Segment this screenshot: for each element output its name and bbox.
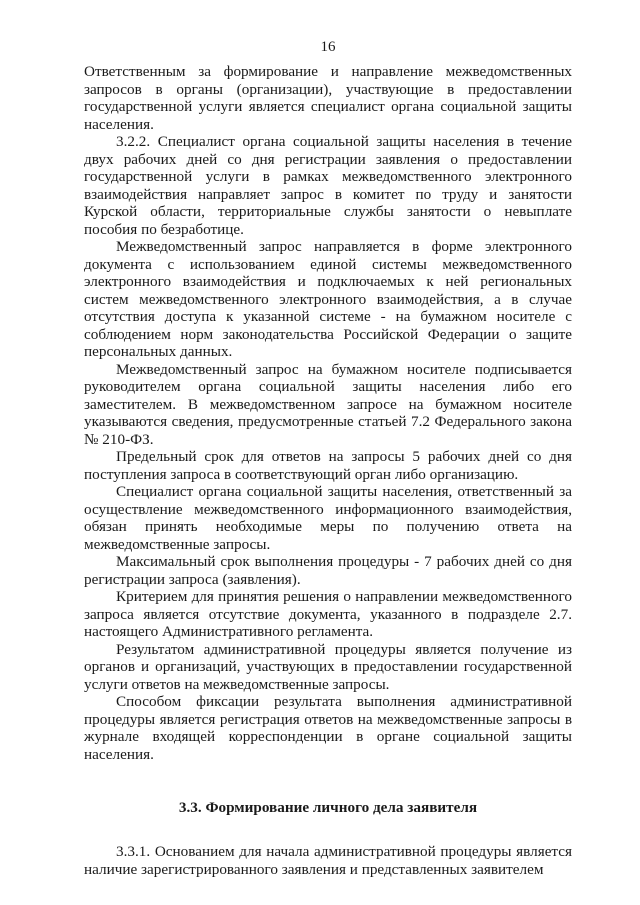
paragraph-3-3-1: 3.3.1. Основанием для начала административной процедуры является наличие зарегистрированного заявления и представленных заявителем: [84, 843, 572, 878]
paragraph-specialist: Специалист органа социальной защиты населения, ответственный за осуществление межведомственного информационного взаимодействия, обязан принять необходимые меры по получению ответа на межведомственные запросы.: [84, 483, 572, 553]
paragraph-responsible: Ответственным за формирование и направление межведомственных запросов в органы (организации), участвующие в предоставлении государственной услуги является специалист органа социальной защиты населения.: [84, 63, 572, 133]
paragraph-3-2-2: 3.2.2. Специалист органа социальной защиты населения в течение двух рабочих дней со дня регистрации заявления о предоставлении государственной услуги в рамках межведомственного электронного взаимодействия направляет запрос в комитет по труду и занятости Курской области, территориальные службы занятости о невыплате пособия по безработице.: [84, 133, 572, 238]
paragraph-electronic-request: Межведомственный запрос направляется в форме электронного документа с использованием единой системы межведомственного электронного взаимодействия и подключаемых к ней региональных систем межведомственного электронного взаимодействия, а в случае отсутствия доступа к указанной системе - на бумажном носителе с соблюдением норм законодательства Российской Федерации о защите персональных данных.: [84, 238, 572, 360]
paragraph-deadline: Предельный срок для ответов на запросы 5 рабочих дней со дня поступления запроса в соответствующий орган либо организацию.: [84, 448, 572, 483]
paragraph-max-duration: Максимальный срок выполнения процедуры - 7 рабочих дней со дня регистрации запроса (заявления).: [84, 553, 572, 588]
paragraph-fixation: Способом фиксации результата выполнения административной процедуры является регистрация ответов на межведомственные запросы в журнале входящей корреспонденции в органе социальной защиты населения.: [84, 693, 572, 763]
paragraph-result: Результатом административной процедуры является получение из органов и организаций, участвующих в предоставлении государственной услуги ответов на межведомственные запросы.: [84, 640, 572, 693]
paragraph-criterion: Критерием для принятия решения о направлении межведомственного запроса является отсутствие документа, указанного в подразделе 2.7. настоящего Административного регламента.: [84, 588, 572, 640]
document-page: [84, 38, 572, 878]
section-heading: 3.3. Формирование личного дела заявителя: [178, 799, 478, 816]
page-number: 16: [320, 39, 336, 55]
paragraph-paper-request: Межведомственный запрос на бумажном носителе подписывается руководителем органа социальной защиты населения либо его заместителем. В межведомственном запросе на бумажном носителе указываются сведения, предусмотренные статьей 7.2 Федерального закона № 210-ФЗ.: [84, 360, 572, 448]
